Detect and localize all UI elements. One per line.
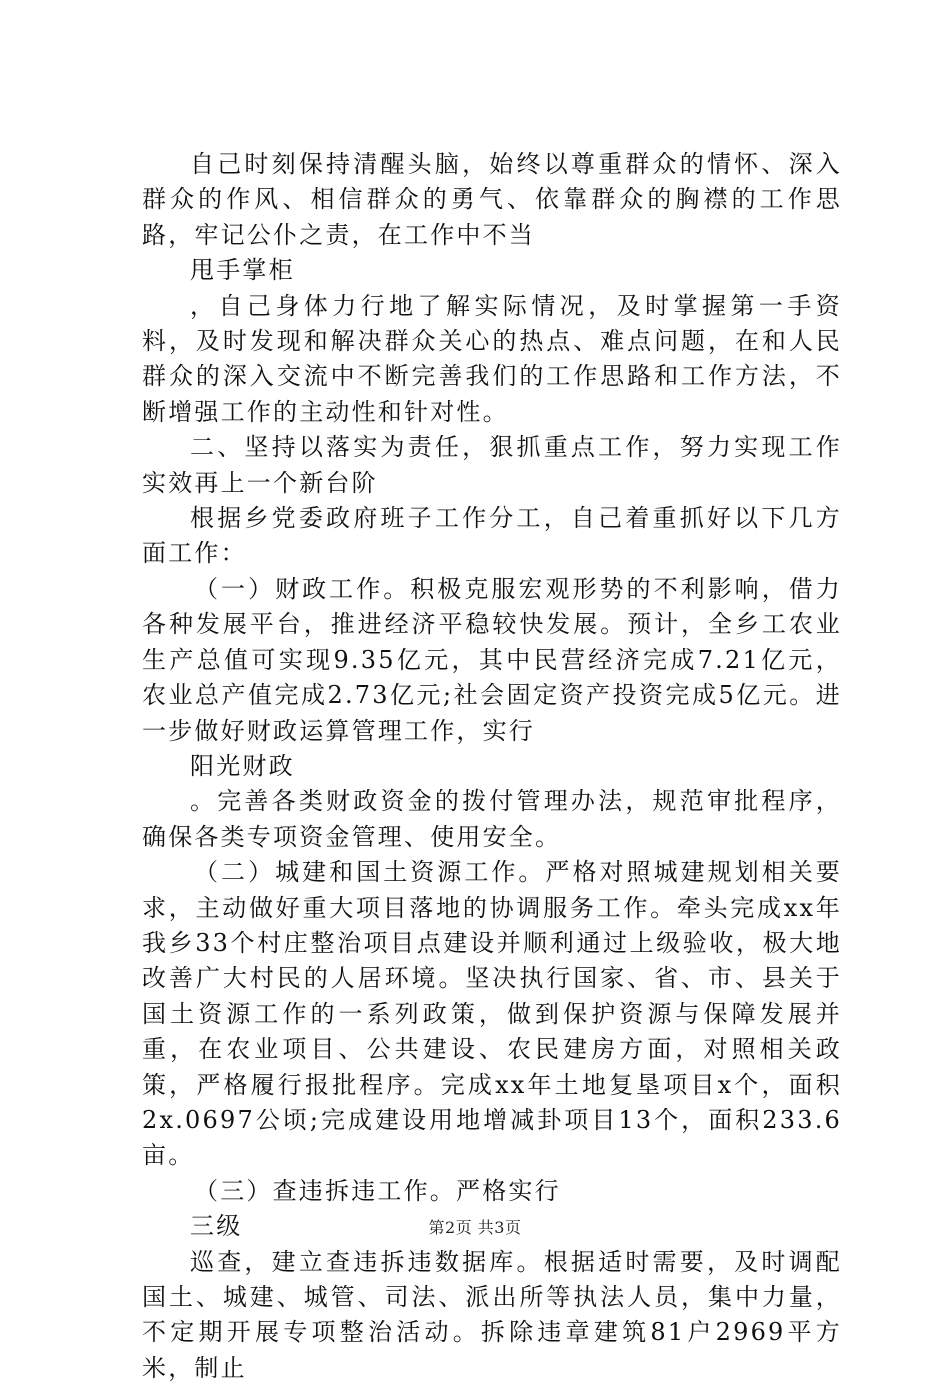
page-number-footer: 第2页 共3页 <box>428 1218 522 1237</box>
paragraph: （三）查违拆违工作。严格实行 <box>194 1176 561 1205</box>
paragraph: 根据乡党委政府班子工作分工，自己着重抓好以下几方面工作： <box>142 504 842 568</box>
paragraph: （一）财政工作。积极克服宏观形势的不利影响，借力各种发展平台，推进经济平稳较快发展。预计，全乡工农业生产总值可实现9.35亿元，其中民营经济完成7.21亿元，农业总产值完成2.73亿元;社会固定资产投资完成5亿元。进一步做好财政运算管理工作，实行 <box>142 574 842 745</box>
paragraph: 。完善各类财政资金的拨付管理办法，规范审批程序，确保各类专项资金管理、使用安全。 <box>142 787 842 851</box>
paragraph: 三级 <box>190 1212 243 1241</box>
paragraph: 甩手掌柜 <box>190 256 295 285</box>
document-body <box>142 147 842 1386</box>
paragraph: 自己时刻保持清醒头脑，始终以尊重群众的情怀、深入群众的作风、相信群众的勇气、依靠群众的胸襟的工作思路，牢记公仆之责，在工作中不当 <box>142 150 842 249</box>
paragraph: 巡查，建立查违拆违数据库。根据适时需要，及时调配国土、城建、城管、司法、派出所等执法人员，集中力量，不定期开展专项整治活动。拆除违章建筑81户2969平方米，制止 <box>142 1247 842 1382</box>
paragraph: （二）城建和国土资源工作。严格对照城建规划相关要求，主动做好重大项目落地的协调服务工作。牵头完成xx年我乡33个村庄整治项目点建设并顺利通过上级验收，极大地改善广大村民的人居环境。坚决执行国家、省、市、县关于国土资源工作的一系列政策，做到保护资源与保障发展并重，在农业项目、公共建设、农民建房方面，对照相关政策，严格履行报批程序。完成xx年土地复垦项目x个，面积2x.0697公顷;完成建设用地增减卦项目13个，面积233.6亩。 <box>142 858 842 1170</box>
paragraph: ，自己身体力行地了解实际情况，及时掌握第一手资料，及时发现和解决群众关心的热点、难点问题，在和人民群众的深入交流中不断完善我们的工作思路和工作方法，不断增强工作的主动性和针对性。 <box>142 291 842 426</box>
section-heading: 二、坚持以落实为责任，狠抓重点工作，努力实现工作实效再上一个新台阶 <box>142 433 842 497</box>
paragraph: 阳光财政 <box>190 751 295 780</box>
